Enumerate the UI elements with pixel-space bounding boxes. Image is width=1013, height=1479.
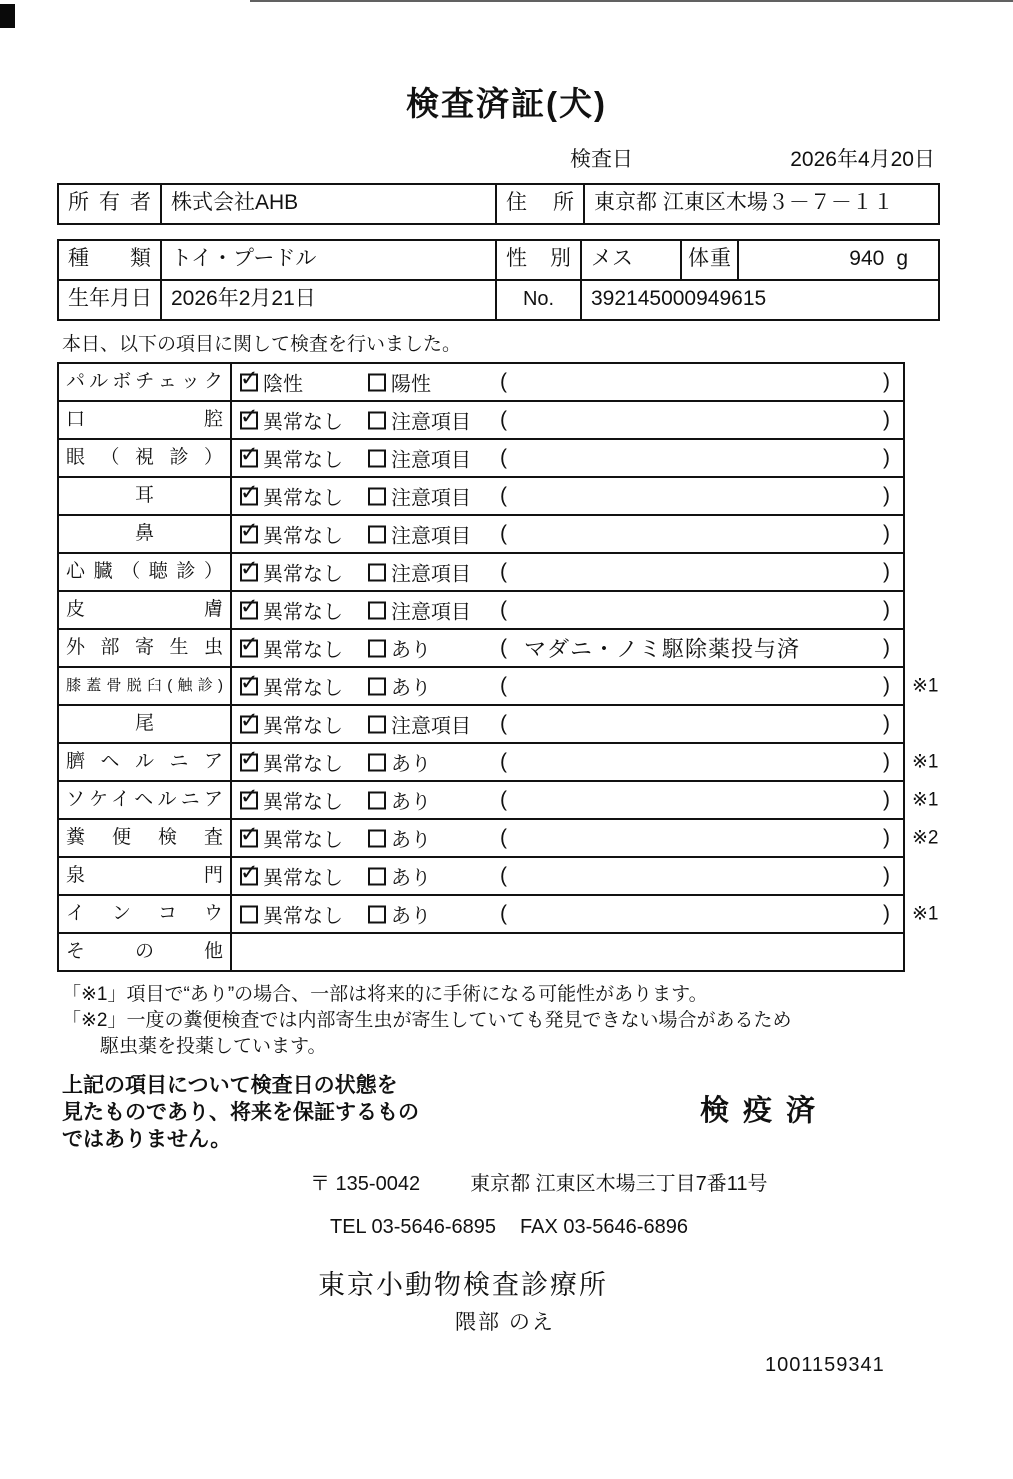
row-label: 皮膚: [59, 592, 232, 628]
row-content: [232, 896, 903, 932]
checkbox-1-label: 異常なし: [263, 715, 343, 738]
paren-close: ): [883, 902, 890, 925]
checkbox-1-label: 陰性: [263, 373, 303, 396]
checkbox-1-label: 異常なし: [263, 449, 343, 472]
paren-close: ): [883, 788, 890, 811]
checkbox-group-2: [368, 596, 471, 625]
paren-close: ): [883, 826, 890, 849]
checkbox-group-2: [368, 672, 431, 701]
table-row: [59, 552, 903, 590]
row-label: ソケイヘルニア: [59, 782, 232, 818]
table-row: [59, 856, 903, 894]
row-label: 口腔: [59, 402, 232, 438]
paren-open: (: [500, 522, 507, 545]
checkbox-1-label: 異常なし: [263, 639, 343, 662]
paren-close: ): [883, 674, 890, 697]
checkbox-2-icon: [368, 753, 386, 771]
checkbox-2-icon: [368, 905, 386, 923]
checkbox-group-1: [240, 900, 343, 929]
checkbox-2-label: あり: [391, 639, 431, 662]
checkbox-2-label: 注意項目: [391, 525, 471, 548]
table-row: [59, 400, 903, 438]
checkbox-group-1: [240, 824, 343, 853]
checkbox-group-1: [240, 786, 343, 815]
checkbox-1-icon: [240, 715, 258, 733]
checkbox-2-label: 注意項目: [391, 411, 471, 434]
table-row: [59, 666, 939, 704]
table-row: [59, 438, 903, 476]
checkbox-group-2: [368, 824, 431, 853]
row-note: マダニ・ノミ駆除薬投与済: [524, 636, 801, 662]
row-mark: ※1: [912, 789, 939, 811]
clinic-fax: FAX 03-5646-6896: [520, 1216, 688, 1238]
checkbox-1-icon: [240, 639, 258, 657]
checkbox-1-icon: [240, 791, 258, 809]
page-title: 検査済証(犬): [406, 85, 607, 122]
checkbox-1-icon: [240, 373, 258, 391]
table-row: [59, 279, 938, 319]
paren-close: ): [883, 484, 890, 507]
checkbox-1-icon: [240, 867, 258, 885]
checkbox-group-2: [368, 748, 431, 777]
table-row: [59, 364, 903, 400]
birthdate-label: 生年月日: [68, 287, 152, 310]
table-row: [59, 742, 939, 780]
row-label: 眼（視診）: [59, 440, 232, 476]
table-row: [59, 590, 903, 628]
row-content: [232, 478, 903, 514]
checkbox-1-label: 異常なし: [263, 829, 343, 852]
paren-open: (: [500, 902, 507, 925]
paren-open: (: [500, 370, 507, 393]
paren-open: (: [500, 446, 507, 469]
row-content: [232, 554, 903, 590]
row-content: [232, 744, 903, 780]
checkbox-1-icon: [240, 829, 258, 847]
checkbox-2-icon: [368, 373, 386, 391]
paren-close: ): [883, 598, 890, 621]
disclaimer-line: 見たものであり、将来を保証するもの: [62, 1101, 419, 1124]
weight-unit: g: [896, 247, 908, 270]
checkbox-group-1: [240, 862, 343, 891]
scan-artifact-corner-icon: [0, 4, 15, 28]
row-label: インコウ: [59, 896, 232, 932]
table-row: [59, 780, 939, 818]
row-label: 鼻: [59, 516, 232, 552]
table-row: [59, 185, 938, 223]
checkbox-1-icon: [240, 753, 258, 771]
paren-open: (: [500, 788, 507, 811]
checkbox-2-label: あり: [391, 829, 431, 852]
row-content: [232, 364, 903, 400]
paren-close: ): [883, 408, 890, 431]
checkbox-1-icon: [240, 563, 258, 581]
checkbox-2-label: 注意項目: [391, 601, 471, 624]
checkbox-group-1: [240, 368, 303, 397]
paren-open: (: [500, 598, 507, 621]
checkbox-1-label: 異常なし: [263, 525, 343, 548]
row-label: 泉門: [59, 858, 232, 894]
checkbox-group-2: [368, 482, 471, 511]
weight-value-cell: [737, 241, 938, 279]
row-mark: ※1: [912, 903, 939, 925]
checkbox-2-label: 注意項目: [391, 487, 471, 510]
footnote-line: 「※1」項目で“あり”の場合、一部は将来的に手術になる可能性があります。: [62, 984, 708, 1005]
checkbox-1-icon: [240, 525, 258, 543]
microchip-no-label: No.: [495, 281, 580, 319]
paren-open: (: [500, 826, 507, 849]
checkbox-1-label: 異常なし: [263, 905, 343, 928]
table-row: [59, 476, 903, 514]
checkbox-2-icon: [368, 411, 386, 429]
checkbox-group-1: [240, 634, 343, 663]
paren-open: (: [500, 712, 507, 735]
checkbox-group-2: [368, 444, 471, 473]
checkbox-2-icon: [368, 677, 386, 695]
checkbox-2-label: あり: [391, 677, 431, 700]
table-row: [59, 628, 903, 666]
checkbox-1-label: 異常なし: [263, 411, 343, 434]
paren-open: (: [500, 408, 507, 431]
row-label: 膝蓋骨脱臼(触診): [59, 668, 232, 704]
checklist-table: [57, 362, 939, 972]
paren-close: ): [883, 370, 890, 393]
weight-value: 940: [849, 247, 885, 270]
birthdate-value: 2026年2月21日: [160, 281, 495, 319]
checkbox-2-label: あり: [391, 753, 431, 776]
inspection-date-label: 検査日: [570, 148, 633, 171]
row-content: [232, 592, 903, 628]
paren-close: ): [883, 446, 890, 469]
checkbox-group-2: [368, 520, 471, 549]
checkbox-2-label: 注意項目: [391, 715, 471, 738]
checkbox-2-icon: [368, 449, 386, 467]
row-content: [232, 934, 903, 970]
clinic-tel: TEL 03-5646-6895: [330, 1216, 497, 1238]
checkbox-1-label: 異常なし: [263, 677, 343, 700]
checkbox-2-icon: [368, 715, 386, 733]
checkbox-1-icon: [240, 905, 258, 923]
clinic-address: 東京都 江東区木場三丁目7番11号: [470, 1173, 768, 1195]
examiner-name: 隈部 のえ: [455, 1311, 555, 1334]
row-label: 臍ヘルニア: [59, 744, 232, 780]
table-row: [59, 894, 939, 932]
owner-info-table: [57, 183, 940, 225]
paren-close: ): [883, 712, 890, 735]
row-label: その他: [59, 934, 232, 970]
checkbox-2-label: あり: [391, 791, 431, 814]
checkbox-group-1: [240, 444, 343, 473]
row-label: 糞便検査: [59, 820, 232, 856]
row-mark: ※2: [912, 827, 939, 849]
inspection-date-row: [570, 143, 935, 173]
checkbox-group-2: [368, 900, 431, 929]
paren-close: ): [883, 522, 890, 545]
checkbox-1-icon: [240, 449, 258, 467]
checkbox-group-1: [240, 520, 343, 549]
table-row: [59, 818, 939, 856]
table-row: [59, 704, 903, 742]
microchip-no-value: 392145000949615: [580, 281, 938, 319]
row-content: [232, 402, 903, 438]
paren-close: ): [883, 750, 890, 773]
quarantine-stamp: 検疫済: [700, 1095, 830, 1127]
row-label: 耳: [59, 478, 232, 514]
row-content: [232, 440, 903, 476]
checkbox-group-2: [368, 862, 431, 891]
checkbox-2-label: 注意項目: [391, 449, 471, 472]
row-content: [232, 516, 903, 552]
paren-open: (: [500, 674, 507, 697]
checkbox-1-icon: [240, 411, 258, 429]
checkbox-group-1: [240, 710, 343, 739]
checkbox-group-2: [368, 406, 471, 435]
checkbox-1-label: 異常なし: [263, 753, 343, 776]
checkbox-1-icon: [240, 601, 258, 619]
row-content: [232, 630, 903, 666]
row-content: [232, 820, 903, 856]
clinic-address-line: [310, 1167, 1013, 1196]
checkbox-group-2: [368, 710, 471, 739]
intro-sentence: 本日、以下の項目に関して検査を行いました。: [62, 334, 462, 355]
owner-value: 株式会社AHB: [160, 185, 495, 223]
paren-open: (: [500, 484, 507, 507]
checkbox-2-icon: [368, 601, 386, 619]
checkbox-2-icon: [368, 487, 386, 505]
checkbox-1-label: 異常なし: [263, 791, 343, 814]
footnote-line: 「※2」一度の糞便検査では内部寄生虫が寄生していても発見できない場合があるため: [62, 1010, 792, 1031]
paren-close: ): [883, 864, 890, 887]
checkbox-group-2: [368, 786, 431, 815]
checkbox-2-icon: [368, 639, 386, 657]
checkbox-1-icon: [240, 487, 258, 505]
row-label: パルボチェック: [59, 364, 232, 400]
row-content: [232, 706, 903, 742]
row-content: [232, 668, 903, 704]
table-row: [59, 932, 903, 970]
footnotes: [62, 982, 1013, 1060]
scan-artifact-topline: [250, 0, 1013, 2]
row-mark: ※1: [912, 751, 939, 773]
row-content: [232, 782, 903, 818]
checkbox-group-1: [240, 406, 343, 435]
checkbox-group-1: [240, 482, 343, 511]
clinic-tel-line: [330, 1216, 1013, 1239]
paren-close: ): [883, 560, 890, 583]
paren-open: (: [500, 636, 507, 659]
disclaimer-line: 上記の項目について検査日の状態を: [62, 1074, 398, 1097]
checkbox-2-icon: [368, 867, 386, 885]
serial-number: 1001159341: [765, 1354, 885, 1376]
checkbox-1-label: 異常なし: [263, 487, 343, 510]
checkbox-group-1: [240, 558, 343, 587]
address-label: 住所: [495, 185, 583, 223]
table-row: [59, 241, 938, 279]
checkbox-group-1: [240, 672, 343, 701]
address-value: 東京都 江東区木場３－７－１１: [583, 185, 938, 223]
checkbox-2-label: 陽性: [391, 373, 431, 396]
row-label: 外部寄生虫: [59, 630, 232, 666]
weight-label: 体重: [680, 241, 737, 279]
checkbox-group-2: [368, 558, 471, 587]
footnote-line: 駆虫薬を投薬しています。: [100, 1036, 327, 1057]
checkbox-1-label: 異常なし: [263, 563, 343, 586]
row-label: 尾: [59, 706, 232, 742]
breed-label: 種類: [68, 247, 151, 270]
checkbox-group-2: [368, 368, 431, 397]
checkbox-group-1: [240, 596, 343, 625]
paren-open: (: [500, 560, 507, 583]
checkbox-2-icon: [368, 525, 386, 543]
checkbox-1-label: 異常なし: [263, 867, 343, 890]
paren-close: ): [883, 636, 890, 659]
paren-open: (: [500, 750, 507, 773]
paren-open: (: [500, 864, 507, 887]
checkbox-1-icon: [240, 677, 258, 695]
sex-value: メス: [580, 241, 680, 279]
checkbox-2-icon: [368, 829, 386, 847]
disclaimer: [62, 1072, 1013, 1153]
breed-value: トイ・プードル: [160, 241, 495, 279]
checkbox-group-1: [240, 748, 343, 777]
inspection-date-value: 2026年4月20日: [790, 148, 935, 171]
checkbox-group-2: [368, 634, 431, 663]
owner-label: 所有者: [68, 191, 151, 214]
checkbox-2-icon: [368, 791, 386, 809]
disclaimer-line: ではありません。: [62, 1128, 232, 1151]
row-label: 心臓（聴診）: [59, 554, 232, 590]
table-row: [59, 514, 903, 552]
checkbox-2-label: あり: [391, 867, 431, 890]
dog-info-table: [57, 239, 940, 321]
checkbox-2-label: あり: [391, 905, 431, 928]
checkbox-2-icon: [368, 563, 386, 581]
checkbox-1-label: 異常なし: [263, 601, 343, 624]
clinic-name: 東京小動物検査診療所: [318, 1270, 608, 1300]
checkbox-2-label: 注意項目: [391, 563, 471, 586]
clinic-postal-code: 〒 135-0042: [310, 1173, 421, 1195]
sex-label: 性別: [495, 241, 580, 279]
row-content: [232, 858, 903, 894]
row-mark: ※1: [912, 675, 939, 697]
